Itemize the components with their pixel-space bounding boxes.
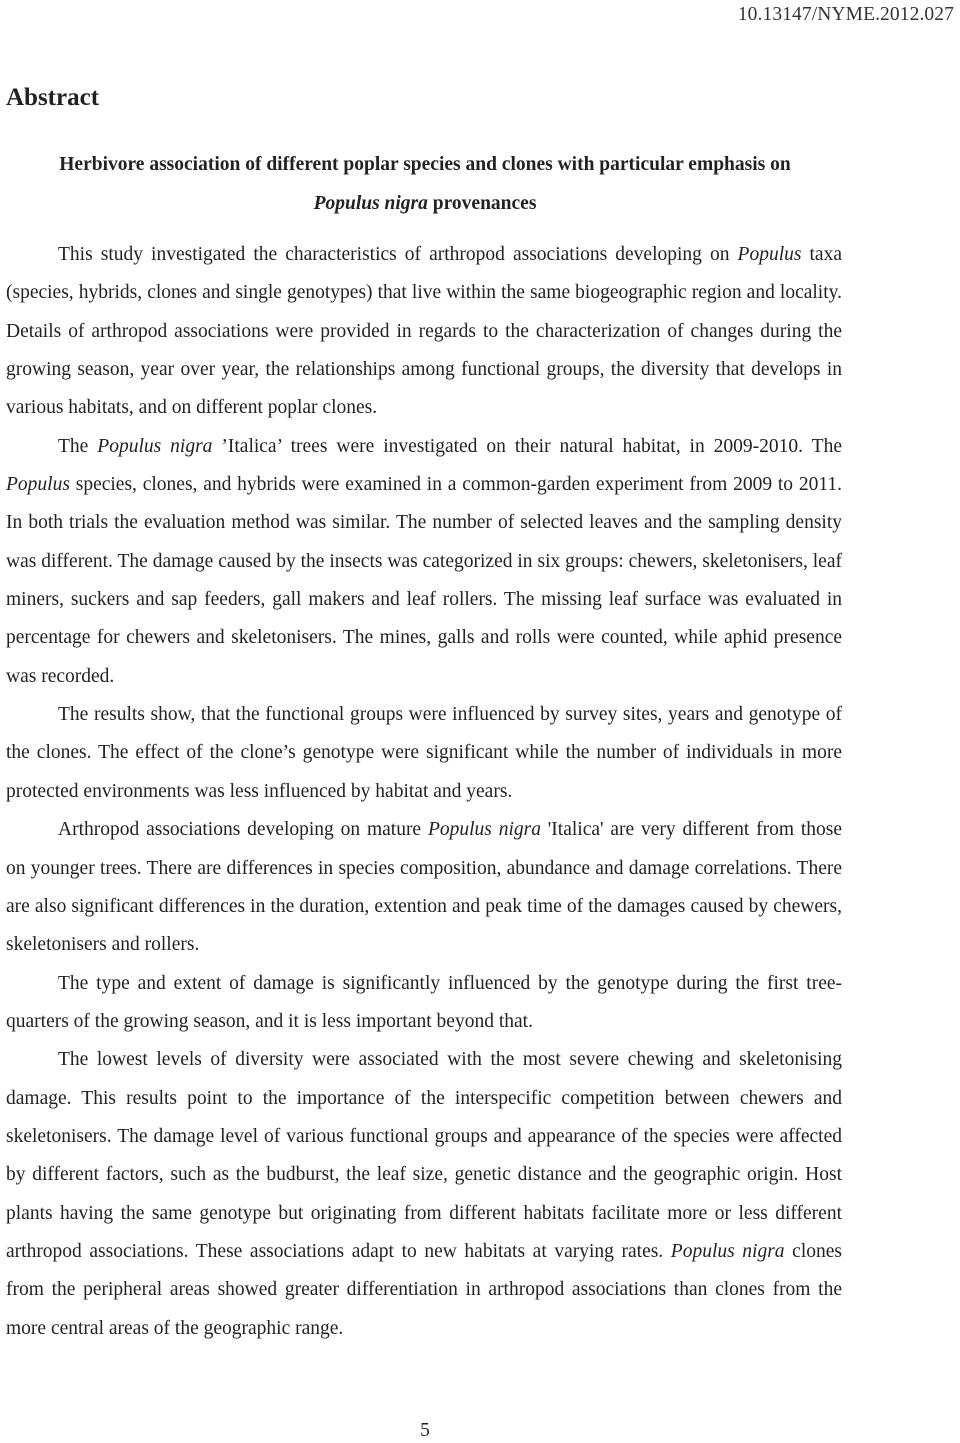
text-segment: This study investigated the characteristics of arthropod associations developing on [58, 244, 738, 265]
section-heading: Abstract [6, 84, 100, 111]
species-name: Populus nigra [670, 1240, 785, 1262]
title-line-2-rest: provenances [427, 192, 537, 214]
species-name: Populus [6, 474, 70, 496]
species-name: Populus [737, 244, 802, 265]
abstract-paragraph [6, 428, 842, 696]
title-line-1: Herbivore association of different poplar species and clones with particular emphasis on [59, 154, 791, 175]
text-segment: The lowest levels of diversity were associated with the most severe chewing and skeletonising damage. This results point to the importance of the interspecific competition between chewers and skeletonisers. The damage level of various functional groups and appearance of the species were affected by different factors, such as the budburst, the leaf size, genetic distance and the geographic origin. Host plants having the same genotype but originating from different habitats facilitate more or less different arthropod associations. These associations adapt to new habitats at varying rates. [6, 1049, 842, 1262]
abstract-paragraph [6, 811, 842, 964]
species-name: Populus nigra [427, 819, 541, 841]
paper-title [6, 146, 844, 223]
text-segment: The type and extent of damage is significantly influenced by the genotype during the first tree-quarters of the growing season, and it is less important beyond that. [6, 972, 842, 1032]
page-number: 5 [420, 1420, 430, 1441]
text-segment: The [58, 435, 98, 457]
abstract-paragraph [6, 696, 842, 811]
text-segment: ’Italica’ trees were investigated on their natural habitat, in 2009-2010. The [212, 435, 842, 457]
text-segment: clones from the peripheral areas showed greater differentiation in arthropod associations than clones from the more central areas of the geographic range. [6, 1240, 842, 1339]
species-name: Populus nigra [97, 435, 213, 457]
text-segment: The results show, that the functional groups were influenced by survey sites, years and genotype of the clones. The effect of the clone’s genotype were significant while the number of individuals in more protected environments was less influenced by habitat and years. [6, 704, 842, 802]
abstract-body [6, 236, 842, 1348]
text-segment: taxa (species, hybrids, clones and single genotypes) that live within the same biogeographic region and locality. Details of arthropod associations were provided in regards to the characterization of changes during the growing season, year over year, the relationships among functional groups, the diversity that develops in various habitats, and on different poplar clones. [6, 244, 842, 419]
title-species-name: Populus nigra [313, 192, 428, 214]
title-line-2 [6, 185, 844, 224]
text-segment: Arthropod associations developing on mature [58, 819, 428, 841]
abstract-paragraph [6, 236, 842, 428]
abstract-paragraph [6, 1041, 842, 1348]
doi-header: 10.13147/NYME.2012.027 [737, 4, 954, 25]
text-segment: species, clones, and hybrids were examined in a common-garden experiment from 2009 to 2011. In both trials the evaluation method was similar. The number of selected leaves and the sampling density was different. The damage caused by the insects was categorized in six groups: chewers, skeletonisers, leaf miners, suckers and sap feeders, gall makers and leaf rollers. The missing leaf surface was evaluated in percentage for chewers and skeletonisers. The mines, galls and rolls were counted, while aphid presence was recorded. [6, 474, 842, 687]
abstract-paragraph [6, 965, 842, 1042]
text-segment: 'Italica' are very different from those on younger trees. There are differences in species composition, abundance and damage correlations. There are also significant differences in the duration, extention and peak time of the damages caused by chewers, skeletonisers and rollers. [6, 819, 842, 956]
